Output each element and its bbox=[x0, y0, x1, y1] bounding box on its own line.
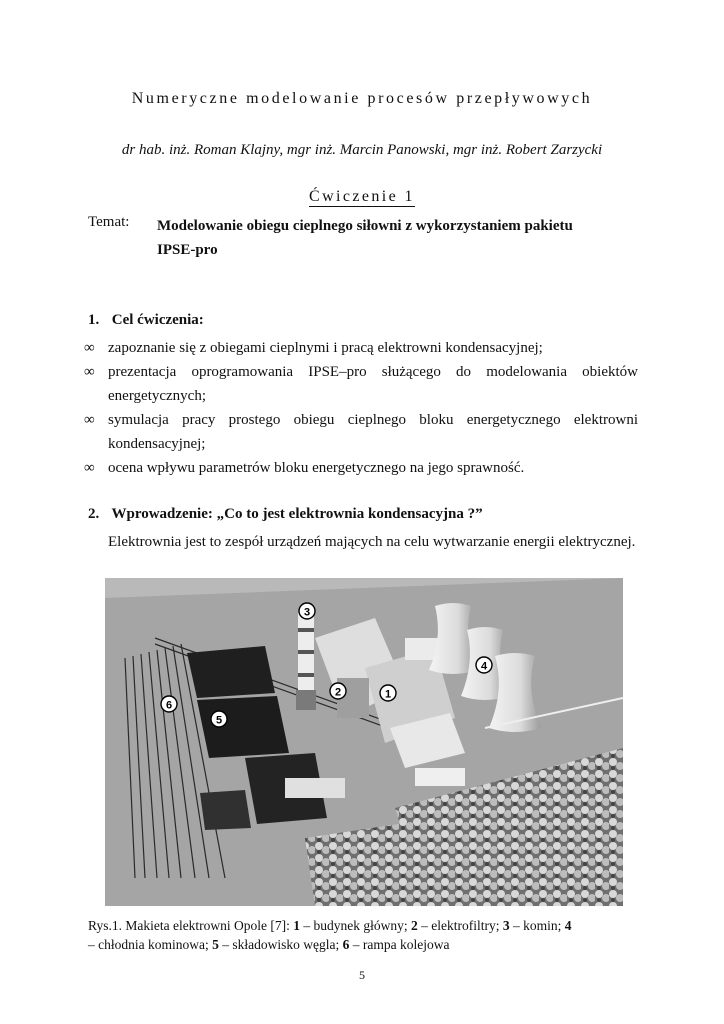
power-plant-model-illustration bbox=[105, 578, 623, 906]
figure-caption: Rys.1. Makieta elektrowni Opole [7]: 1 – budynek główny; 2 – elektrofiltry; 3 – komin; 4 – chłodnia kominowa; 5 – składowisko węgla; 6 – rampa kolejowa bbox=[88, 918, 572, 952]
svg-text:4: 4 bbox=[480, 660, 488, 673]
marker-5 bbox=[211, 711, 227, 727]
list-item: ∞ prezentacja oprogramowania IPSE–pro służącego do modelowania obiektów energetycznych; bbox=[88, 360, 638, 408]
section-1-number: 1. bbox=[88, 312, 100, 328]
list-item: ∞ zapoznanie się z obiegami cieplnymi i pracą elektrowni kondensacyjnej; bbox=[88, 336, 638, 360]
list-item: ∞ ocena wpływu parametrów bloku energetycznego na jego sprawność. bbox=[88, 456, 638, 480]
page-number: 5 bbox=[359, 968, 365, 982]
svg-text:6: 6 bbox=[165, 699, 173, 712]
section-2-heading bbox=[88, 506, 483, 523]
course-title: Numeryczne modelowanie procesów przepływowych bbox=[131, 90, 593, 107]
section-1-title: Cel ćwiczenia: bbox=[111, 312, 204, 328]
topic-text bbox=[157, 214, 617, 262]
infinity-bullet-icon: ∞ bbox=[84, 340, 95, 356]
section-1-heading bbox=[88, 312, 204, 329]
marker-4 bbox=[476, 657, 492, 673]
topic-line-1: Modelowanie obiegu cieplnego siłowni z wykorzystaniem pakietu bbox=[157, 218, 573, 234]
intro-paragraph: Elektrownia jest to zespół urządzeń mających na celu wytwarzanie energii elektrycznej. bbox=[108, 534, 636, 550]
goals-list bbox=[84, 336, 638, 480]
section-2-title: Wprowadzenie: „Co to jest elektrownia kondensacyjna ?” bbox=[111, 506, 483, 522]
power-plant-model-photo bbox=[105, 578, 623, 906]
topic-line-2: IPSE-pro bbox=[157, 242, 218, 258]
svg-text:3: 3 bbox=[303, 606, 311, 619]
svg-text:5: 5 bbox=[215, 714, 223, 727]
marker-6 bbox=[161, 696, 177, 712]
infinity-bullet-icon: ∞ bbox=[84, 364, 95, 380]
exercise-title-text: Ćwiczenie 1 bbox=[309, 188, 415, 205]
exercise-title bbox=[0, 188, 724, 206]
authors-line: dr hab. inż. Roman Klajny, mgr inż. Marcin Panowski, mgr inż. Robert Zarzycki bbox=[121, 142, 603, 158]
marker-3 bbox=[299, 603, 315, 619]
svg-text:1: 1 bbox=[384, 688, 392, 701]
topic-label: Temat: bbox=[88, 214, 130, 230]
list-item: ∞ symulacja pracy prostego obiegu cieplnego bloku energetycznego elektrowni kondensacyjnej; bbox=[88, 408, 638, 456]
svg-text:2: 2 bbox=[334, 686, 342, 699]
infinity-bullet-icon: ∞ bbox=[84, 460, 95, 476]
infinity-bullet-icon: ∞ bbox=[84, 412, 95, 428]
section-2-number: 2. bbox=[88, 506, 100, 522]
marker-2 bbox=[330, 683, 346, 699]
marker-1 bbox=[380, 685, 396, 701]
